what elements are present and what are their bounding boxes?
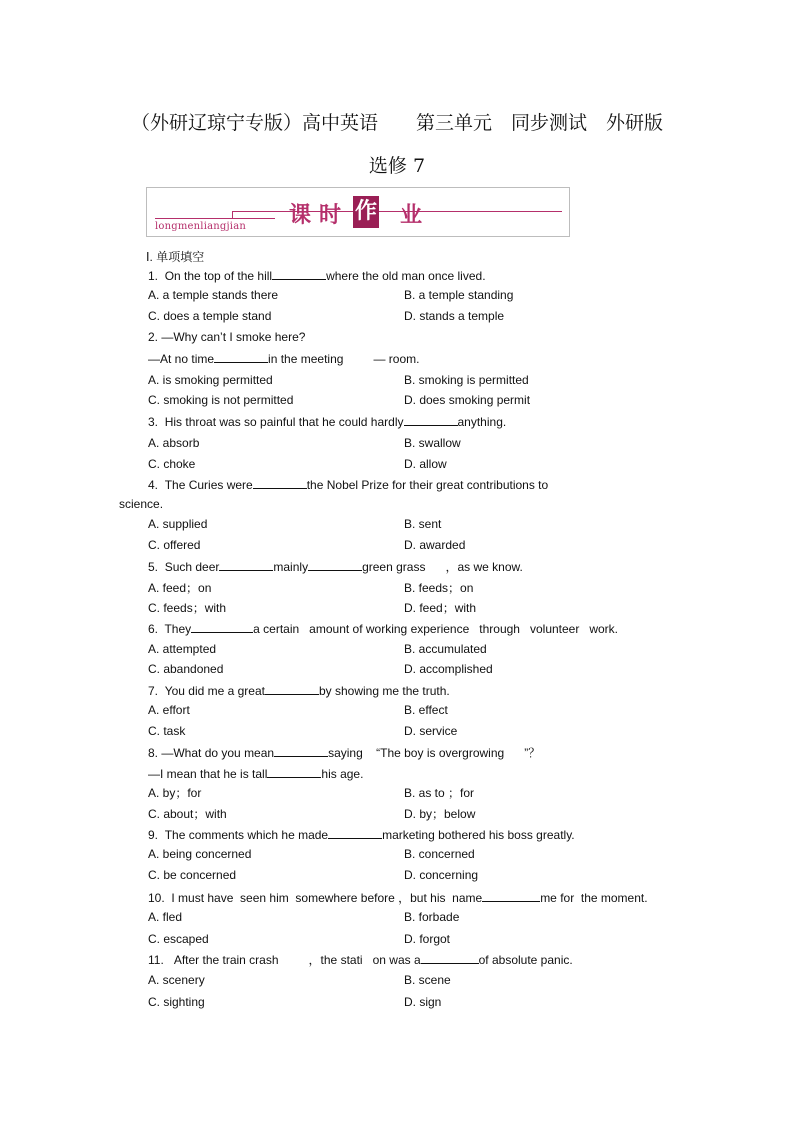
option-b: B. sent bbox=[404, 517, 442, 531]
option-d: D. feed；with bbox=[404, 601, 477, 615]
question-4-continued: science. bbox=[119, 497, 164, 511]
q-text: anything. bbox=[457, 415, 507, 429]
q-text: marketing bothered his boss greatly. bbox=[382, 828, 575, 842]
option-c: C. abandoned bbox=[148, 662, 224, 676]
option-a: A. scenery bbox=[148, 973, 205, 987]
option-c: C. escaped bbox=[148, 932, 209, 946]
option-d: D. stands a temple bbox=[404, 309, 505, 323]
q-number: 6. bbox=[148, 622, 159, 636]
q-text: ”？ bbox=[524, 746, 541, 760]
q-number: 1. bbox=[148, 269, 159, 283]
question-2 bbox=[148, 330, 305, 344]
q-text: —Why can’t I smoke here? bbox=[161, 330, 306, 344]
option-b: B. as to ；for bbox=[404, 786, 475, 800]
q-text: — room. bbox=[373, 352, 420, 366]
option-b: B. swallow bbox=[404, 436, 461, 450]
answer-blank bbox=[191, 621, 253, 633]
question-6 bbox=[148, 621, 618, 636]
q-text: the Nobel Prize for their great contributions to bbox=[306, 478, 549, 492]
q-text: They bbox=[164, 622, 192, 636]
option-b: B. forbade bbox=[404, 910, 460, 924]
option-d: D. accomplished bbox=[404, 662, 493, 676]
q-text: After the train crash bbox=[173, 953, 279, 967]
question-3 bbox=[148, 414, 506, 429]
q-number: 11. bbox=[148, 953, 164, 967]
option-a: A. supplied bbox=[148, 517, 208, 531]
option-a: A. absorb bbox=[148, 436, 200, 450]
answer-blank bbox=[421, 952, 479, 964]
banner-char-3: 作 bbox=[353, 196, 379, 228]
question-8-reply bbox=[148, 766, 363, 781]
option-b: B. accumulated bbox=[404, 642, 487, 656]
banner-char-1: 课 bbox=[289, 203, 312, 228]
q-text: On the top of the hill bbox=[164, 269, 273, 283]
q-text: “The boy is overgrowing bbox=[376, 746, 505, 760]
q-text: —At no time bbox=[148, 352, 215, 366]
q-text: His throat was so painful that he could hardly bbox=[164, 415, 404, 429]
answer-blank bbox=[272, 268, 326, 280]
question-10 bbox=[148, 890, 648, 905]
page-title: （外研辽琼宁专版）高中英语 第三单元 同步测试 外研版 bbox=[130, 112, 663, 134]
question-9 bbox=[148, 827, 575, 842]
option-d: D. does smoking permit bbox=[404, 393, 531, 407]
q-text: mainly bbox=[273, 560, 309, 574]
option-b: B. concerned bbox=[404, 847, 475, 861]
banner-char-2: 时 bbox=[319, 203, 342, 228]
option-b: B. effect bbox=[404, 703, 448, 717]
option-a: A. feed；on bbox=[148, 581, 212, 595]
banner-char-4: 业 bbox=[400, 203, 423, 228]
option-d: D. service bbox=[404, 724, 458, 738]
q-text: in the meeting bbox=[268, 352, 344, 366]
question-5 bbox=[148, 559, 523, 574]
q-text: on was a bbox=[372, 953, 421, 967]
option-b: B. scene bbox=[404, 973, 451, 987]
page-subtitle: 选修 7 bbox=[368, 155, 426, 177]
question-11 bbox=[148, 952, 573, 967]
q-text: of absolute panic. bbox=[478, 953, 573, 967]
question-1 bbox=[148, 268, 486, 283]
option-d: D. sign bbox=[404, 995, 442, 1009]
q-text: ，as we know. bbox=[445, 560, 523, 574]
q-text: You did me a great bbox=[164, 684, 265, 698]
option-c: C. feeds；with bbox=[148, 601, 227, 615]
question-2-reply bbox=[148, 351, 419, 366]
section-heading: Ⅰ. 单项填空 bbox=[146, 250, 205, 264]
option-a: A. effort bbox=[148, 703, 190, 717]
q-number: 7. bbox=[148, 684, 159, 698]
q-number: 10. bbox=[148, 891, 165, 905]
answer-blank bbox=[328, 827, 382, 839]
option-d: D. forgot bbox=[404, 932, 451, 946]
q-text: —I mean that he is tall bbox=[148, 767, 268, 781]
option-a: A. being concerned bbox=[148, 847, 252, 861]
answer-blank bbox=[308, 559, 362, 571]
option-d: D. awarded bbox=[404, 538, 466, 552]
answer-blank bbox=[482, 890, 540, 902]
option-a: A. attempted bbox=[148, 642, 217, 656]
option-c: C. sighting bbox=[148, 995, 205, 1009]
answer-blank bbox=[265, 683, 319, 695]
q-text: The comments which he made bbox=[164, 828, 329, 842]
q-text: The Curies were bbox=[164, 478, 253, 492]
option-a: A. is smoking permitted bbox=[148, 373, 273, 387]
q-text: saying bbox=[328, 746, 363, 760]
option-d: D. allow bbox=[404, 457, 447, 471]
q-number: 2. bbox=[148, 330, 159, 344]
option-d: D. concerning bbox=[404, 868, 479, 882]
q-number: 9. bbox=[148, 828, 159, 842]
q-text: me for the moment. bbox=[540, 891, 648, 905]
answer-blank bbox=[274, 745, 328, 757]
q-text: I must have seen him somewhere before ，but his name bbox=[171, 891, 483, 905]
option-c: C. does a temple stand bbox=[148, 309, 272, 323]
q-text: where the old man once lived. bbox=[326, 269, 486, 283]
q-text: a certain amount of working experience through volunteer work. bbox=[253, 622, 619, 636]
option-c: C. offered bbox=[148, 538, 201, 552]
option-a: A. fled bbox=[148, 910, 183, 924]
q-number: 3. bbox=[148, 415, 159, 429]
q-text: by showing me the truth. bbox=[318, 684, 450, 698]
option-c: C. choke bbox=[148, 457, 196, 471]
option-a: A. by；for bbox=[148, 786, 202, 800]
q-text: his age. bbox=[321, 767, 364, 781]
section-banner bbox=[146, 187, 570, 237]
banner-pinyin: longmenliangjian bbox=[155, 221, 247, 232]
option-b: B. a temple standing bbox=[404, 288, 514, 302]
option-c: C. be concerned bbox=[148, 868, 237, 882]
q-number: 8. bbox=[148, 746, 159, 760]
option-b: B. smoking is permitted bbox=[404, 373, 529, 387]
q-text: green grass bbox=[362, 560, 426, 574]
question-4 bbox=[148, 477, 548, 492]
answer-blank bbox=[253, 477, 307, 489]
q-number: 4. bbox=[148, 478, 159, 492]
option-d: D. by；below bbox=[404, 807, 476, 821]
q-number: 5. bbox=[148, 560, 159, 574]
q-text: —What do you mean bbox=[161, 746, 275, 760]
q-text: Such deer bbox=[164, 560, 220, 574]
answer-blank bbox=[219, 559, 273, 571]
answer-blank bbox=[267, 766, 321, 778]
answer-blank bbox=[214, 351, 268, 363]
option-c: C. smoking is not permitted bbox=[148, 393, 294, 407]
q-text: ，the stati bbox=[308, 953, 363, 967]
option-c: C. about；with bbox=[148, 807, 227, 821]
question-8 bbox=[148, 745, 540, 760]
option-c: C. task bbox=[148, 724, 186, 738]
question-7 bbox=[148, 683, 450, 698]
answer-blank bbox=[404, 414, 458, 426]
option-a: A. a temple stands there bbox=[148, 288, 279, 302]
option-b: B. feeds；on bbox=[404, 581, 474, 595]
